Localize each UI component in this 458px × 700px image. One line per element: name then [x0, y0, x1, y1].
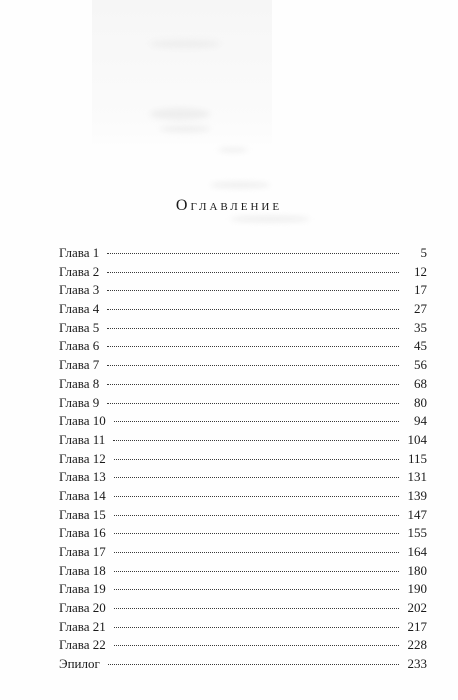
dot-leader [114, 459, 399, 460]
show-through-smudge [150, 108, 210, 120]
toc-entry[interactable] [59, 506, 427, 525]
toc-entry-page-number: 139 [407, 487, 427, 503]
show-through-smudge [210, 182, 270, 188]
dot-leader [107, 384, 399, 385]
toc-entry-label: Глава 18 [59, 562, 106, 578]
dot-leader [107, 403, 399, 404]
toc-entry-page-number: 131 [407, 469, 427, 485]
toc-entry-page-number: 94 [414, 413, 427, 429]
toc-entry-page-number: 190 [407, 581, 427, 597]
toc-entry-page-number: 56 [414, 357, 427, 373]
toc-entry[interactable] [59, 468, 427, 487]
toc-entry-page-number: 115 [407, 450, 427, 466]
dot-leader [114, 533, 399, 534]
toc-entry[interactable] [59, 543, 427, 562]
toc-entry-page-number: 202 [407, 600, 427, 616]
show-through-smudge [150, 40, 220, 48]
toc-entry-label: Глава 14 [59, 487, 106, 503]
toc-entry-label: Глава 17 [59, 544, 106, 559]
dot-leader [107, 272, 399, 273]
toc-entry-page-number: 147 [407, 506, 427, 522]
toc-entry[interactable] [59, 281, 427, 300]
dot-leader [108, 664, 399, 665]
dot-leader [114, 552, 399, 553]
toc-entry[interactable] [59, 356, 427, 375]
dot-leader [107, 328, 399, 329]
toc-entry-label: Глава 11 [59, 431, 106, 447]
toc-entry[interactable] [59, 394, 427, 413]
dot-leader [113, 440, 399, 441]
toc-entry-label: Глава 19 [59, 581, 106, 597]
toc-entry-page-number: 104 [407, 431, 427, 447]
toc-entry-page-number: 5 [420, 245, 427, 260]
dot-leader [107, 346, 399, 347]
toc-entry-label: Глава 6 [59, 338, 100, 354]
toc-entry-label: Глава 9 [59, 394, 100, 410]
toc-entry[interactable] [59, 263, 427, 282]
toc-entry[interactable] [59, 450, 427, 469]
toc-entry-page-number: 180 [407, 562, 427, 578]
dot-leader [114, 571, 399, 572]
toc-entry-page-number: 68 [414, 375, 427, 391]
toc-entry-label: Глава 20 [59, 600, 106, 616]
dot-leader [114, 421, 399, 422]
toc-entry-label: Глава 22 [59, 637, 106, 653]
toc-entry-label: Глава 8 [59, 375, 100, 391]
toc-entry-label: Глава 1 [59, 245, 100, 260]
show-through-smudge [230, 216, 310, 222]
toc-entry-label: Глава 21 [59, 618, 106, 634]
toc-entry-page-number: 155 [407, 525, 427, 541]
dot-leader [114, 496, 399, 497]
toc-entry-page-number: 164 [407, 544, 427, 559]
toc-entry-label: Глава 15 [59, 506, 106, 522]
toc-entry-label: Эпилог [59, 656, 100, 672]
toc-entry[interactable] [59, 487, 427, 506]
toc-entry[interactable] [59, 655, 427, 674]
toc-entry-label: Глава 2 [59, 263, 100, 279]
toc-entry[interactable] [59, 618, 427, 637]
toc-entry[interactable] [59, 431, 427, 450]
toc-entry-label: Глава 13 [59, 469, 106, 485]
toc-entry[interactable] [59, 599, 427, 618]
toc-entry-label: Глава 10 [59, 413, 106, 429]
dot-leader [107, 253, 399, 254]
dot-leader [107, 309, 399, 310]
toc-entry-page-number: 45 [414, 338, 427, 354]
dot-leader [114, 515, 399, 516]
toc-entry-label: Глава 4 [59, 301, 100, 317]
toc-entry[interactable] [59, 337, 427, 356]
toc-entry-page-number: 17 [414, 282, 427, 298]
dot-leader [114, 627, 399, 628]
dot-leader [107, 290, 399, 291]
toc-entry-label: Глава 3 [59, 282, 100, 298]
dot-leader [114, 645, 399, 646]
dot-leader [114, 477, 399, 478]
toc-entry-page-number: 80 [414, 394, 427, 410]
toc-entry[interactable] [59, 580, 427, 599]
dot-leader [107, 365, 399, 366]
toc-entry-page-number: 228 [407, 637, 427, 653]
toc-heading: Оглавление [175, 197, 283, 214]
toc-entry[interactable] [59, 562, 427, 581]
toc-entry-page-number: 12 [414, 263, 427, 279]
toc-entry[interactable] [59, 244, 427, 263]
toc-entry[interactable] [59, 636, 427, 655]
dot-leader [114, 608, 399, 609]
show-through-smudge [218, 148, 248, 152]
toc-entry-page-number: 35 [414, 319, 427, 335]
toc-list [59, 244, 427, 674]
toc-entry-label: Глава 16 [59, 525, 106, 541]
toc-entry-label: Глава 7 [59, 357, 100, 373]
dot-leader [114, 589, 399, 590]
toc-entry[interactable] [59, 375, 427, 394]
toc-entry-label: Глава 12 [59, 450, 106, 466]
toc-entry[interactable] [59, 319, 427, 338]
toc-entry-page-number: 217 [407, 618, 427, 634]
toc-entry-page-number: 27 [414, 301, 427, 317]
toc-entry-page-number: 233 [407, 656, 427, 672]
toc-entry[interactable] [59, 300, 427, 319]
toc-entry[interactable] [59, 524, 427, 543]
toc-entry[interactable] [59, 412, 427, 431]
toc-entry-label: Глава 5 [59, 319, 100, 335]
show-through-smudge [160, 126, 210, 132]
